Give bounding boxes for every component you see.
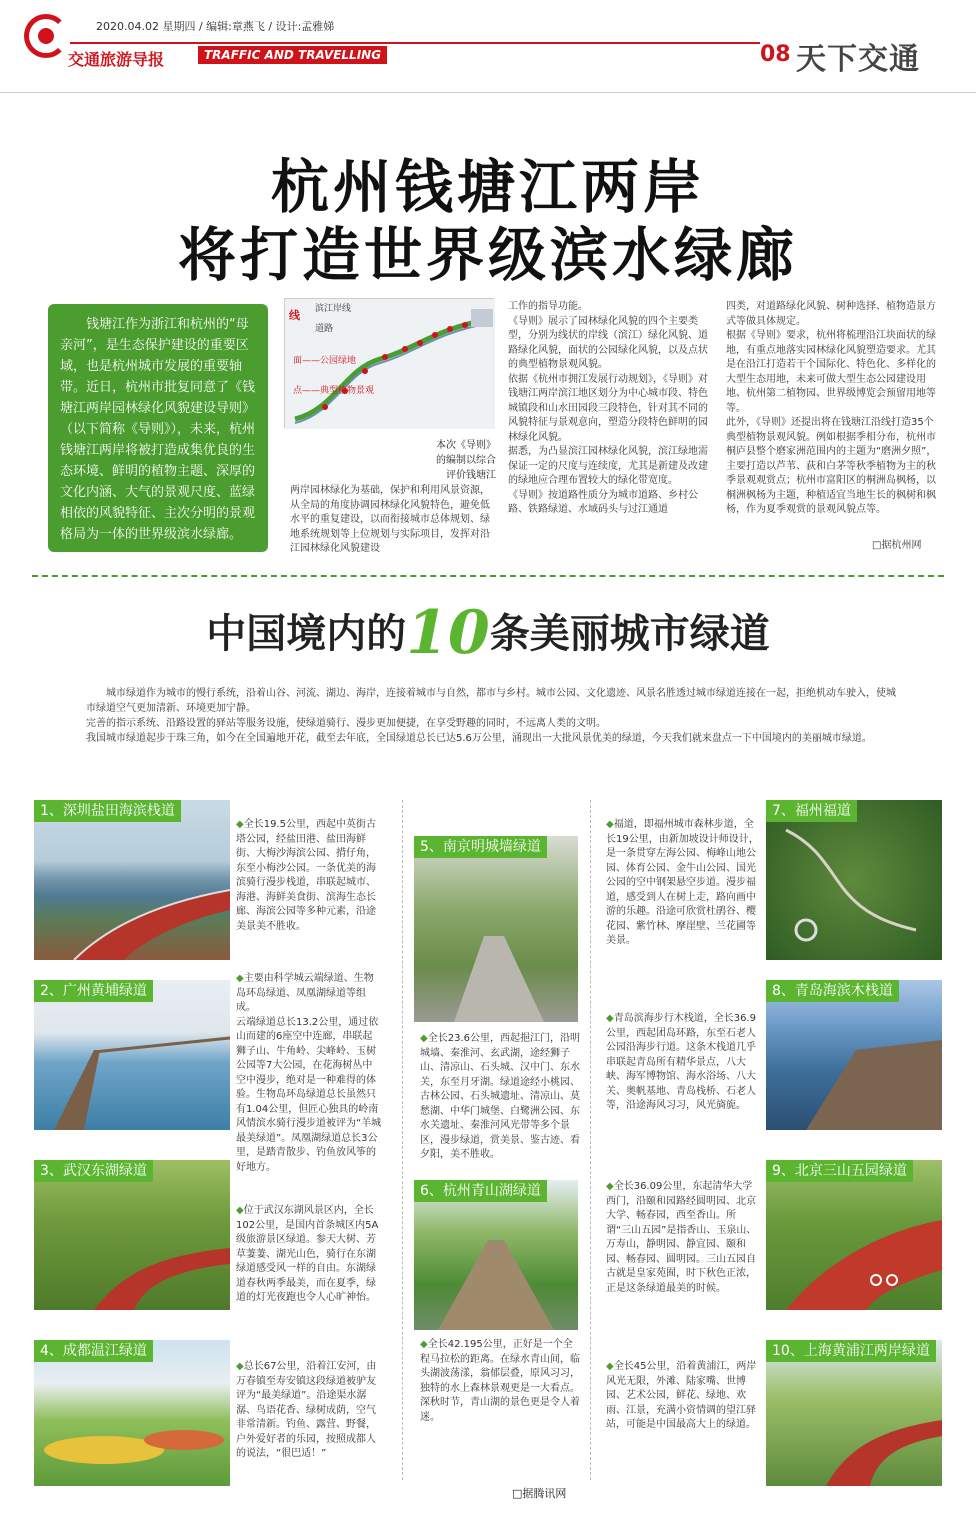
card-text-1-body: 全长19.5公里，西起中英街古塔公园，经盐田港、盐田海鲜街、大梅沙海滨公园、揹仔角，东至小梅沙公园。一条优美的海滨骑行漫步栈道，串联起城市、海港、海鲜美食街、滨海生态长廊、海滨公园等多种元素，沿途美景美不胜收。 (236, 819, 376, 932)
photo-nanjing (414, 836, 578, 1022)
header-divider (0, 92, 976, 93)
card-text-8 (606, 1012, 760, 1114)
photo-qingdao (766, 980, 942, 1130)
photo-hangzhou (414, 1180, 578, 1330)
article1-col1-text: 两岸园林绿化为基础，保护和利用风景资源，从全局的角度协调园林绿化风貌特色，避免低水平的重复建设，以而衔接城市总体规划、绿地系统规划等上位规划与实际项目，发挥对沿江园林绿化风貌建设 (290, 485, 490, 554)
card-label-5: 5、南京明城墙绿道 (414, 836, 547, 858)
photo-wuhan (34, 1160, 230, 1310)
card-text-3-body: 位于武汉东湖风景区内，全长102公里，是国内首条城区内5A级旅游景区绿道。参天大树、芳草萋萋、湖光山色，骑行在东湖绿道感受风一样的自由。东湖绿道春秋两季最美，而在夏季，绿道的灯光夜跑也令人心旷神怡。 (236, 1205, 379, 1303)
article1-credit: □据杭州网 (872, 540, 922, 551)
article1-title-line1: 杭州钱塘江两岸 (270, 153, 705, 221)
map-label-park: 面——公园绿地 (293, 356, 357, 366)
page-number: 08 (760, 42, 791, 67)
section-divider (32, 575, 944, 577)
photo-guangzhou (34, 980, 230, 1130)
card-label-10: 10、上海黄浦江两岸绿道 (766, 1340, 936, 1362)
card-text-4-body: 总长67公里，沿着江安河，由万春镇至寿安镇这段绿道被驴友评为“最美绿道”。沿途渠水潺潺、鸟语花香、绿树成荫，空气非常清新。钓鱼、露营、野餐，户外爱好者的乐园，按照成都人的说法，“很巴适！” (236, 1361, 377, 1459)
arrow-icon: ◆ (236, 973, 244, 984)
card-text-4 (236, 1360, 382, 1462)
header-meta: 2020.04.02 星期四 / 编辑:章燕飞 / 设计:孟雅娣 (96, 20, 335, 33)
card-text-5 (420, 1032, 582, 1163)
photo-beijing (766, 1160, 942, 1310)
arrow-icon: ◆ (420, 1033, 428, 1044)
article1-lead: 钱塘江作为浙江和杭州的“母亲河”，是生态保护建设的重要区域，也是杭州城市发展的重要轴带。近日，杭州市批复同意了《钱塘江两岸园林绿化风貌建设导则》（以下简称《导则》），未来，杭州钱塘江两岸将被打造成集优良的生态环境、鲜明的植物主题、深厚的文化内涵、大气的景观尺度、蓝绿相依的风貌特征、主次分明的景观格局为一体的世界级滨水绿廊。 (60, 317, 256, 542)
article1-title-line2: 将打造世界级滨水绿廊 (177, 221, 798, 289)
card-text-7-body: 福道，即福州城市森林步道，全长19公里，由新加坡设计师设计，是一条贯穿左海公园、梅峰山地公园、体育公园、金牛山公园、国光公园的空中钢架悬空步道。漫步福道，感受到人在树上走，路向画中游的乐趣。沿途可欣赏杜鹃谷、樱花园、紫竹林、摩崖壁、兰花圃等美景。 (606, 819, 759, 946)
column-divider-2 (590, 800, 591, 1480)
page-name: 天下交通 (796, 42, 920, 77)
card-text-10 (606, 1360, 760, 1433)
article2-credit: □据腾讯网 (512, 1487, 567, 1500)
photo-wuhan-path (34, 1160, 230, 1310)
card-text-6 (420, 1338, 582, 1425)
arrow-icon: ◆ (236, 1205, 244, 1216)
article2-title (0, 598, 976, 668)
article1-lead-box (48, 304, 268, 552)
photo-qingdao-boardwalk (766, 980, 942, 1130)
card-label-7: 7、福州福道 (766, 800, 857, 822)
card-label-4: 4、成都温江绿道 (34, 1340, 153, 1362)
logo-dot-icon (38, 28, 54, 44)
photo-shenzhen-boardwalk (34, 800, 230, 960)
photo-nanjing-path (414, 836, 578, 1022)
card-text-7 (606, 818, 760, 949)
card-text-1 (236, 818, 382, 934)
arrow-icon: ◆ (606, 1013, 614, 1024)
header-rule (70, 42, 760, 44)
card-label-8: 8、青岛海滨木栈道 (766, 980, 899, 1002)
photo-guangzhou-pier (34, 980, 230, 1130)
article1-col1 (290, 484, 496, 557)
article2-title-post: 条美丽城市绿道 (489, 610, 770, 657)
photo-shenzhen (34, 800, 230, 960)
arrow-icon: ◆ (420, 1339, 428, 1350)
card-label-1: 1、深圳盐田海滨栈道 (34, 800, 181, 822)
map-label-road: 道路 (315, 324, 334, 334)
article2-title-num: 10 (406, 598, 490, 668)
card-label-3: 3、武汉东湖绿道 (34, 1160, 153, 1182)
map-label-shore: 滨江岸线 (315, 304, 352, 314)
arrow-icon: ◆ (606, 1181, 614, 1192)
arrow-icon: ◆ (606, 819, 614, 830)
photo-fuzhou-trail (766, 800, 942, 960)
map-inset (471, 309, 493, 327)
photo-hangzhou-boardwalk (414, 1180, 578, 1330)
photo-fuzhou (766, 800, 942, 960)
card-text-10-body: 全长45公里，沿着黄浦江，两岸风光无限，外滩、陆家嘴、世博园、艺术公园，鲜花、绿地、欢雨、江景，充满小资情调的望江驿站，可能是中国最高大上的绿道。 (606, 1361, 757, 1430)
card-label-6: 6、杭州青山湖绿道 (414, 1180, 547, 1202)
card-text-5-body: 全长23.6公里，西起挹江门，沿明城墙、秦淮河、玄武湖，途经狮子山、清凉山、石头城、汉中门、东水关，东至月牙湖。绿道途经小桃园、古林公园、石头城遗址、清凉山、莫愁湖、中华门城堡、白鹭洲公园、东水关遗址、秦淮河风光带等多个景区，漫步绿道，赏美景、鉴古迹、看夕阳，美不胜收。 (420, 1033, 580, 1160)
qiantang-map (284, 298, 494, 428)
card-text-8-body: 青岛滨海步行木栈道，全长36.9公里，西起团岛环路，东至石老人公园沿海步行道。这条木栈道几乎串联起青岛所有精华景点，八大峡、海军博物馆、海水浴场、八大关、奥帆基地、青岛栈桥、石老人等，沿途海风习习，风光旖旎。 (606, 1013, 756, 1111)
map-label-plant: 点——典型植物景观 (293, 386, 375, 396)
card-label-2: 2、广州黄埔绿道 (34, 980, 153, 1002)
card-label-9: 9、北京三山五园绿道 (766, 1160, 913, 1182)
article2-title-pre: 中国境内的 (206, 610, 407, 657)
photo-beijing-bikelane (766, 1160, 942, 1310)
article2-intro: 城市绿道作为城市的慢行系统，沿着山谷、河流、湖边、海岸，连接着城市与自然，都市与乡村。城市公园、文化遗迹、风景名胜透过城市绿道连接在一起，拒绝机动车驶入，使城市绿道空气更加清新、环境更加宁静。 完善的指示系统、沿路设置的驿站等服务设施，使绿道骑行、漫步更加便捷，在享受野趣的同时，不远离人类的文明。 我国城市绿道起步于珠三角，如今在全国遍地开花，截至去年底，全国绿道总长已达5.6万公里，涌现出一大批风景优美的绿道，今天我们就来盘点一下中国境内的美丽城市绿道。 (86, 688, 896, 744)
map-label-line: 线 (289, 309, 300, 322)
card-text-3 (236, 1204, 382, 1306)
section-name: 交通旅游导报 (68, 50, 165, 69)
arrow-icon: ◆ (236, 1361, 244, 1372)
column-divider-1 (402, 800, 403, 1480)
arrow-icon: ◆ (236, 819, 244, 830)
card-text-6-body: 全长42.195公里，正好是一个全程马拉松的距离。在绿水青山间，临头湖波荡漾，翁郁层叠，原风习习，独特的水上森林景观更是一大看点。深秋时节，青山湖的景色更是令人着迷。 (420, 1339, 580, 1423)
article1-col3: 四类，对道路绿化风貌、树种选择、植物造景方式等做具体规定。 根据《导则》要求，杭州将梳理沿江块面状的绿地，有重点地落实园林绿化风貌塑造要求。尤其是在沿江打造若干个国际化、特色化、多样化的大型生态用地，未来可做大型生态公园建设用地、杭州第二植物园、世界级博览会预留用地等等。 此外，《导则》还提出将在钱塘江沿线打造35个典型植物景观风貌。例如根据季相分布，杭州市桐庐县整个磨家洲范围内的主题为“磨洲夕照”，主要打造以芦苇、荻和白茅等秋季植物为主的秋季景观观赏点；杭州市富阳区的桐洲岛枫杨，以桐洲枫杨为主题，种植适宜当地生长的枫树和枫杨，作为夏季观赏的景观风貌点等。 (726, 301, 937, 515)
card-text-9 (606, 1180, 760, 1296)
card-text-2 (236, 972, 382, 1175)
card-text-9-body: 全长36.09公里，东起清华大学西门，沿颐和园路经圆明园、北京大学、畅春园，西至香山。所谓“三山五园”是指香山、玉泉山、万寿山，静明园、静宜园、颐和园、畅春园、圆明园。三山五园自古就是皇家苑囿，时下秋色正浓，正是这条绿道最美的时候。 (606, 1181, 757, 1294)
arrow-icon: ◆ (606, 1361, 614, 1372)
map-caption: 本次《导则》的编制以综合评价钱塘江 (436, 440, 496, 481)
card-text-2-body: 主要由科学城云端绿道、生物岛环岛绿道、凤凰湖绿道等组成。 云端绿道总长13.2公里，通过依山而建的6座空中连廊，串联起狮子山、牛角岭、尖峰岭、玉树公园等7大公园，在花海树丛中空中漫步，绝对是一种难得的体验。生物岛环岛绿道总长虽然只有1.04公里，但匠心独具的岭南风情滨水骑行漫步道被评为“羊城最美绿道”。凤凰湖绿道总长3公里，是踏青散步、钓鱼放风筝的好地方。 (236, 973, 382, 1173)
section-name-en: TRAFFIC AND TRAVELLING (198, 46, 387, 64)
article1-col2: 工作的指导功能。 《导则》展示了园林绿化风貌的四个主要类型，分别为线状的岸线（滨江）绿化风貌、道路绿化风貌，面状的公园绿化风貌，以及点状的典型植物景观风貌。 依据《杭州市拥江发展行动规划》，《导则》对钱塘江两岸滨江地区划分为中心城市段、特色城镇段和山水田园段三段特色，针对其不同的风貌特征与景观意向，塑造分段特色鲜明的园林绿化风貌。 据悉，为凸显滨江园林绿化风貌，滨江绿地需保证一定的尺度与连续度，尤其是新建及改建的绿地应合理布置较大的绿化带宽度。 《导则》按道路性质分为城市道路、乡村公路、铁路绿道、水域码头与过江通道 (508, 301, 708, 515)
